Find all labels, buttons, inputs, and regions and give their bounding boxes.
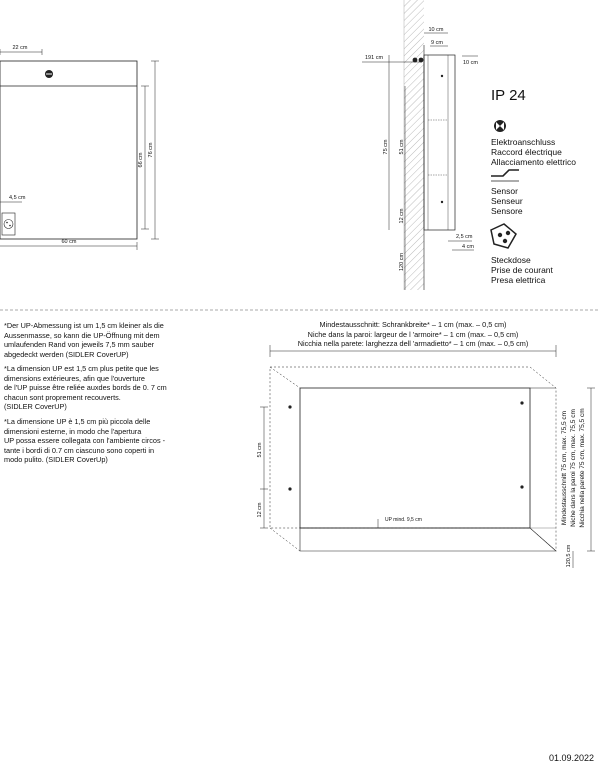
- side-dim-12: 12 cm: [399, 208, 405, 224]
- legend-sensor-de: Sensor: [491, 186, 518, 196]
- note-line: UP possa essere collegata con l'ambiente circos -: [4, 436, 166, 446]
- side-dim-height-51: 51 cm: [399, 139, 405, 155]
- side-dim-2-5: 2,5 cm: [456, 234, 473, 240]
- niche-dim-51: 51 cm: [257, 442, 263, 458]
- niche-height-it: Nicchia nella parete 75 cm, max. 75,5 cm: [579, 408, 586, 528]
- cabinet-side-profile: [424, 55, 455, 230]
- legend-electrical-fr: Raccord électrique: [491, 147, 562, 157]
- socket-icon-small: [4, 220, 13, 229]
- front-dim-bottom: 60 cm: [61, 239, 77, 245]
- niche-height-fr: Niche dans la paroi 75 cm, max. 75,5 cm: [570, 409, 577, 527]
- legend-icon-sensor: [491, 170, 519, 181]
- legend-sensor-it: Sensore: [491, 206, 523, 216]
- side-dim-depth-top: 9 cm: [431, 40, 443, 46]
- side-view: [362, 0, 478, 290]
- niche-height-de: Mindestausschnitt 75 cm, max. 75,5 cm: [561, 410, 568, 526]
- document-date: 01.09.2022: [548, 753, 594, 763]
- niche-width-text: [270, 320, 556, 349]
- legend-electrical-de: Elektroanschluss: [491, 137, 556, 147]
- niche-depth-label: UP mind. 9,5 cm: [385, 517, 422, 523]
- note-line: Aussenmasse, so kann die UP-Öffnung mit dem: [4, 330, 160, 340]
- niche-drawing: [257, 345, 595, 568]
- legend-socket-it: Presa elettrica: [491, 275, 546, 285]
- electrical-connection-icon: [45, 70, 53, 78]
- note-line: chacun sont proprement recouverts.: [4, 392, 121, 402]
- note-line: dimensions extérieures, afin que l'ouverture: [4, 373, 145, 383]
- cabinet-front-outline: [0, 61, 137, 239]
- niche-width-it: Nicchia nella parete: larghezza dell 'armadietto* – 1 cm (max. – 0,5 cm): [297, 339, 529, 348]
- legend-socket-fr: Prise de courant: [491, 265, 553, 275]
- side-dim-wall-top: 10 cm: [428, 27, 444, 33]
- legend-socket-de: Steckdose: [491, 255, 531, 265]
- note-line: *Der UP-Abmessung ist um 1,5 cm kleiner als die: [4, 321, 164, 330]
- side-dim-right-top: 10 cm: [463, 60, 478, 66]
- front-dim-small: 4,5 cm: [9, 195, 26, 201]
- note-line: umlaufenden Rand von jeweils 7,5 mm sauber: [4, 340, 155, 350]
- side-dim-120: 120 cm: [399, 252, 405, 272]
- front-dim-height-outer: 76 cm: [148, 142, 154, 158]
- front-dim-top: 22 cm: [12, 45, 28, 51]
- legend-electrical-it: Allacciamento elettrico: [491, 157, 577, 167]
- legend-sensor-fr: Senseur: [491, 196, 523, 206]
- side-dim-height-75: 75 cm: [383, 139, 389, 155]
- legend-icon-socket: [491, 224, 516, 248]
- note-line: de l'UP puisse être reliée auxdes bords de 0. 7 cm: [4, 383, 167, 393]
- niche-back-panel: [300, 388, 530, 528]
- note-line: *La dimension UP est 1,5 cm plus petite que les: [4, 364, 159, 373]
- front-dim-height-inner: 66 cm: [138, 152, 144, 168]
- niche-width-de: Mindestausschnitt: Schrankbreite* – 1 cm (max. – 0,5 cm): [319, 320, 507, 329]
- side-dim-left-top: 191 cm: [365, 55, 384, 61]
- niche-dim-120: 120,5 cm: [566, 544, 572, 568]
- note-line: tante i bordi di 0.7 cm ciascuno sono coperti in: [4, 445, 155, 455]
- note-fr: [4, 364, 189, 412]
- niche-dim-12: 12 cm: [257, 502, 263, 518]
- note-line: (SIDLER CoverUP): [4, 402, 67, 412]
- note-line: modo pulito. (SIDLER CoverUp): [4, 455, 108, 465]
- ip-rating: IP 24: [491, 87, 526, 104]
- note-de: [4, 321, 189, 359]
- note-line: abgedeckt werden (SIDLER CoverUP): [4, 349, 129, 359]
- note-line: *La dimensione UP è 1,5 cm più piccola delle: [4, 417, 151, 426]
- side-dim-4: 4 cm: [462, 244, 474, 250]
- note-it: [4, 417, 189, 465]
- note-line: dimensioni esterne, in modo che l'apertura: [4, 426, 142, 436]
- niche-width-fr: Niche dans la paroi: largeur de l 'armoire* – 1 cm (max. – 0,5 cm): [307, 329, 519, 339]
- legend-icon-electrical: [494, 120, 506, 132]
- front-view: [0, 45, 159, 250]
